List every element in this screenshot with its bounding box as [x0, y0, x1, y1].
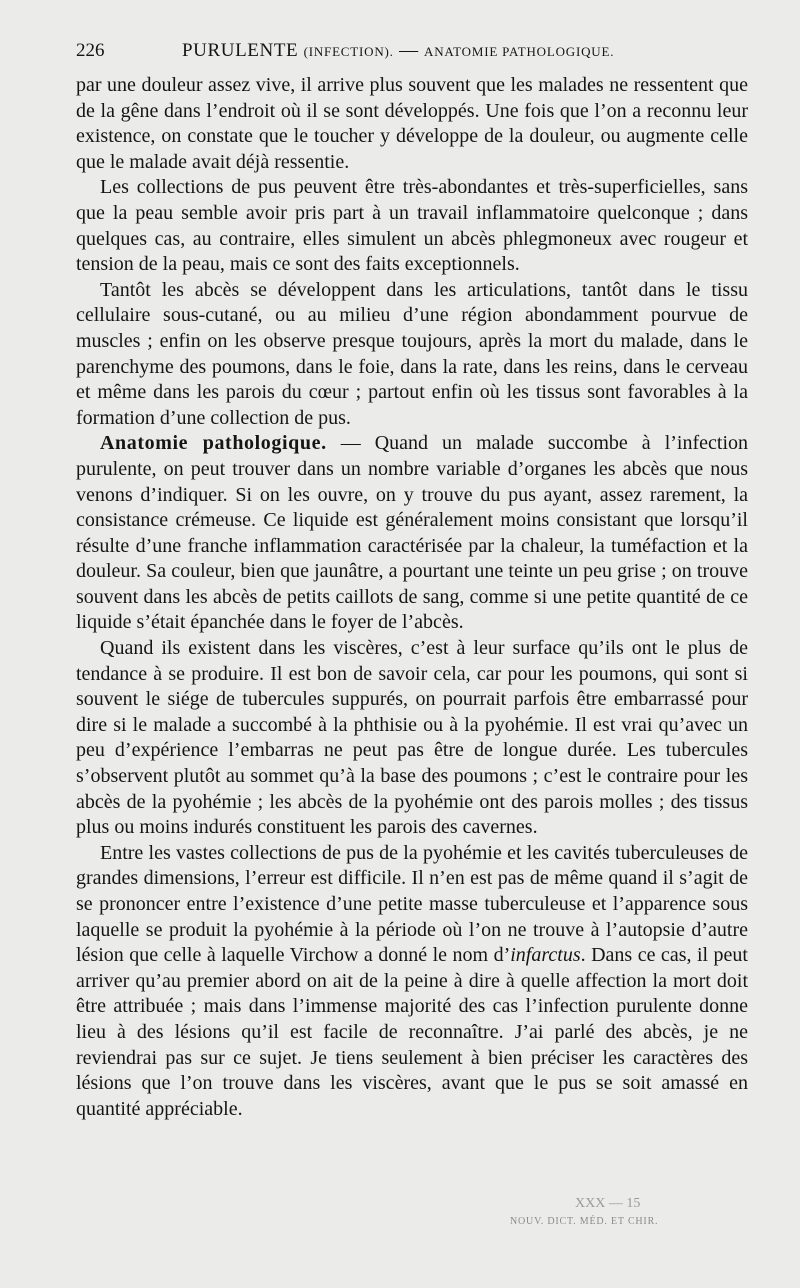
paragraph-diagnostic: [76, 841, 748, 1123]
paragraph-3-after: . Dans ce cas, il peut arriver qu’au premier abord on ait de la peine à dire à quelle affection la mort doit être attribuée ; mais dans l’immense majorité des cas l’infection purulente donne lieu à des lésions qu’il est facile de reconnaître. J’ai parlé des abcès, je ne reviendrai pas sur ce sujet. Je tiens seulement à bien préciser les caractères des lésions que l’on trouve dans les viscères, avant que le pus se soit amassé en quantité appréciable.: [76, 944, 748, 1120]
section-first-paragraph: Quand un malade succombe à l’infection purulente, on peut trouver dans un nombre variable d’organes les abcès que nous venons d’indiquer. Si on les ouvre, on y trouve du pus ayant, assez rarement, la consistance crémeuse. Ce liquide est généralement moins consistant que lorsqu’il résulte d’une franche inflammation caractérisée par la chaleur, la tuméfaction et la douleur. Sa couleur, bien que jaunâtre, a pourtant une teinte un peu grise ; on trouve souvent dans les abcès de petits caillots de sang, comme si une petite quantité de ce liquide s’était épanchée dans le foyer de l’abcès.: [76, 432, 748, 634]
term-infarctus: infarctus: [510, 944, 581, 967]
paragraph-collections: Les collections de pus peuvent être très-abondantes et très-superficielles, sans que la peau semble avoir pris part à un travail inflammatoire quelconque ; dans quelques cas, au contraire, elles simulent un abcès phlegmoneux avec rougeur et tension de la peau, mais ce sont des faits exceptionnels.: [76, 176, 748, 276]
paragraph-anatomie: [76, 431, 748, 636]
header-title-paren: (INFECTION).: [303, 44, 394, 59]
paragraph-visceres: Quand ils existent dans les viscères, c’est à leur surface qu’ils ont le plus de tendance à se produire. Il est bon de savoir cela, car pour les poumons, qui sont si souvent le siége de tubercules suppurés, on pourrait parfois être embarrassé pour dire si le malade a succombé à la phthisie ou à la pyohémie. Il est vrai qu’avec un peu d’expérience l’embarras ne peut pas être de longue durée. Les tubercules s’observent plutôt au sommet qu’à la base des poumons ; c’est le contraire pour les abcès de la pyohémie ; les abcès de la pyohémie ont des parois molles ; des tissus plus ou moins indurés constituent les parois des cavernes.: [76, 637, 748, 839]
running-foot: NOUV. DICT. MÉD. ET CHIR.: [510, 1216, 659, 1227]
page-number: 226: [76, 40, 105, 61]
header-title-main: PURULENTE: [182, 40, 299, 61]
paragraph-abces-location: Tantôt les abcès se développent dans les articulations, tantôt dans le tissu cellulaire sous-cutané, ou au milieu d’une région abondamment pourvue de muscles ; enfin on les observe presque toujours, après la mort du malade, dans le parenchyme des poumons, dans le foie, dans la rate, dans les reins, dans le cerveau et même dans les parois du cœur ; partout enfin où les tissus sont favorables à la formation d’une collection de pus.: [76, 278, 748, 429]
paragraph-3-before: Entre les vastes collections de pus de la pyohémie et les cavités tuberculeuses de grandes dimensions, l’erreur est difficile. Il n’en est pas de même quand il s’agit de se prononcer entre l’existence d’une petite masse tuberculeuse et l’apparence sous laquelle se produit la pyohémie à la période où l’on ne trouve à l’autopsie d’autre lésion que celle à laquelle Virchow a donné le nom d’: [76, 841, 748, 967]
header-title: [182, 34, 614, 69]
section-dash: —: [326, 432, 375, 455]
header-dash: —: [399, 40, 419, 61]
header-section: ANATOMIE PATHOLOGIQUE.: [424, 44, 615, 59]
paragraph-continuation: par une douleur assez vive, il arrive plus souvent que les malades ne ressentent que de la gêne dans l’endroit où il se sont développés. Une fois que l’on a reconnu leur existence, on constate que le toucher y développe de la douleur, ou augmente celle que le malade avait déjà ressentie.: [76, 74, 748, 173]
signature-mark: XXX — 15: [575, 1196, 641, 1211]
page-body: [76, 73, 748, 1122]
section-heading: Anatomie pathologique.: [100, 432, 327, 455]
running-header: [76, 34, 748, 68]
